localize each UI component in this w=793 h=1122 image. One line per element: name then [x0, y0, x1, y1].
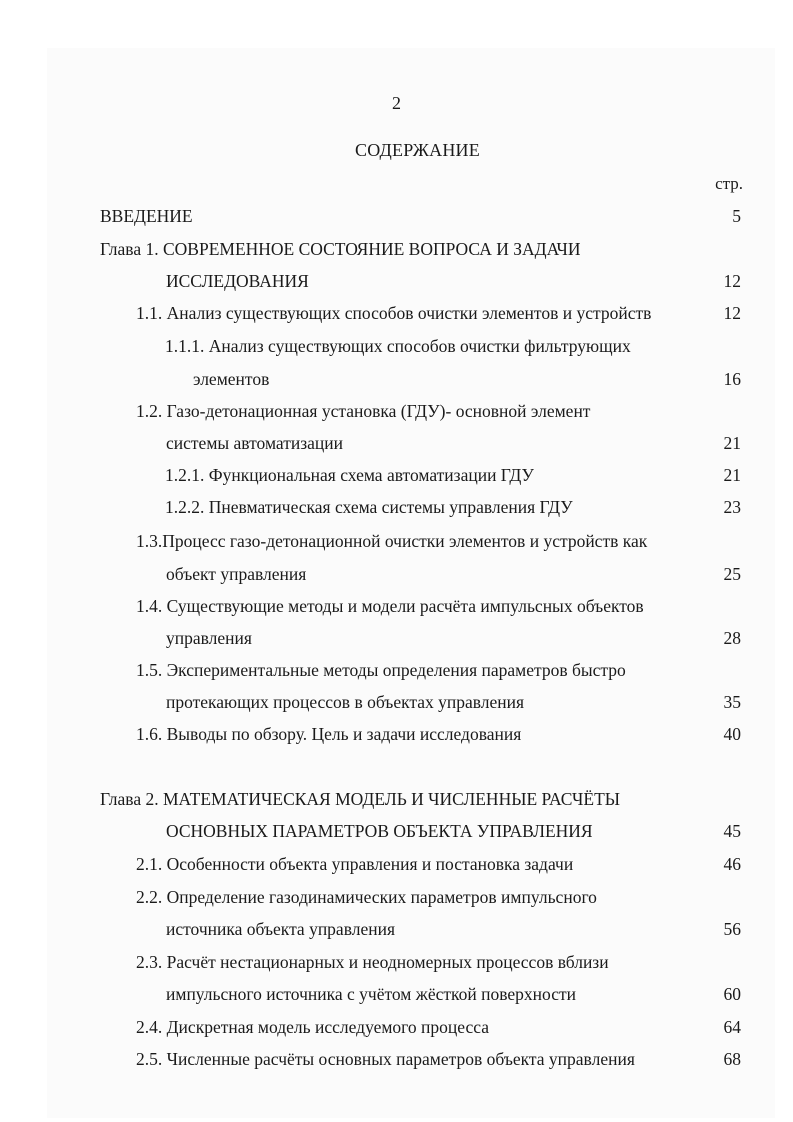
toc-entry-2-3: 2.3. Расчёт нестационарных и неодномерных процессов вблизи: [136, 952, 609, 972]
toc-entry-1-1: 1.1. Анализ существующих способов очистки элементов и устройств: [136, 303, 652, 323]
toc-page-intro: 5: [732, 206, 741, 226]
toc-page-2-2: 56: [723, 919, 741, 939]
toc-entry-2-4: 2.4. Дискретная модель исследуемого процесса: [136, 1017, 489, 1037]
toc-entry-1-2: 1.2. Газо-детонационная установка (ГДУ)- основной элемент: [136, 401, 591, 421]
toc-entry-1-2-cont: системы автоматизации: [166, 433, 344, 453]
toc-entry-2-2: 2.2. Определение газодинамических параметров импульсного: [136, 887, 597, 907]
page-number: 2: [392, 93, 401, 113]
pages-column-label: стр.: [715, 174, 743, 193]
toc-page-1-2: 21: [723, 433, 741, 453]
toc-entry-1-2-2: 1.2.2. Пневматическая схема системы управления ГДУ: [165, 497, 573, 517]
toc-entry-1-4-cont: управления: [166, 628, 252, 648]
toc-entry-2-5: 2.5. Численные расчёты основных параметров объекта управления: [136, 1049, 635, 1069]
toc-entry-1-4: 1.4. Существующие методы и модели расчёта импульсных объектов: [136, 596, 644, 616]
toc-entry-chapter-2-cont: ОСНОВНЫХ ПАРАМЕТРОВ ОБЪЕКТА УПРАВЛЕНИЯ: [166, 821, 593, 841]
toc-entry-2-2-cont: источника объекта управления: [166, 919, 396, 939]
toc-entry-1-2-1: 1.2.1. Функциональная схема автоматизации ГДУ: [165, 465, 534, 485]
toc-page-chapter-1: 12: [723, 271, 741, 291]
toc-page-1-3: 25: [723, 564, 741, 584]
toc-entry-1-3: 1.3.Процесс газо-детонационной очистки элементов и устройств как: [136, 531, 648, 551]
toc-page-1-2-2: 23: [723, 497, 741, 517]
toc-page-2-4: 64: [723, 1017, 741, 1037]
toc-entry-1-6: 1.6. Выводы по обзору. Цель и задачи исследования: [136, 724, 522, 744]
toc-page-chapter-2: 45: [723, 821, 741, 841]
toc-entry-1-5: 1.5. Экспериментальные методы определения параметров быстро: [136, 660, 626, 680]
toc-entry-1-3-cont: объект управления: [166, 564, 307, 584]
toc-page-1-4: 28: [723, 628, 741, 648]
toc-entry-chapter-1-cont: ИССЛЕДОВАНИЯ: [166, 271, 309, 291]
toc-entry-chapter-1: Глава 1. СОВРЕМЕННОЕ СОСТОЯНИЕ ВОПРОСА И ЗАДАЧИ: [100, 239, 581, 259]
toc-page-1-1: 12: [723, 303, 741, 323]
toc-entry-2-1: 2.1. Особенности объекта управления и постановка задачи: [136, 854, 574, 874]
toc-entry-1-1-1-cont: элементов: [193, 369, 270, 389]
toc-entry-intro: ВВЕДЕНИЕ: [100, 206, 193, 226]
toc-entry-1-5-cont: протекающих процессов в объектах управления: [166, 692, 525, 712]
toc-title: СОДЕРЖАНИЕ: [355, 140, 480, 160]
toc-page-1-1-1: 16: [723, 369, 741, 389]
toc-entry-1-1-1: 1.1.1. Анализ существующих способов очистки фильтрующих: [165, 336, 631, 356]
toc-page-1-2-1: 21: [723, 465, 741, 485]
toc-page-2-3: 60: [723, 984, 741, 1004]
toc-page-1-5: 35: [723, 692, 741, 712]
toc-page-1-6: 40: [723, 724, 741, 744]
toc-entry-2-3-cont: импульсного источника с учётом жёсткой поверхности: [166, 984, 577, 1004]
toc-page-2-1: 46: [723, 854, 741, 874]
toc-entry-chapter-2: Глава 2. МАТЕМАТИЧЕСКАЯ МОДЕЛЬ И ЧИСЛЕННЫЕ РАСЧЁТЫ: [100, 789, 621, 809]
toc-page-2-5: 68: [723, 1049, 741, 1069]
